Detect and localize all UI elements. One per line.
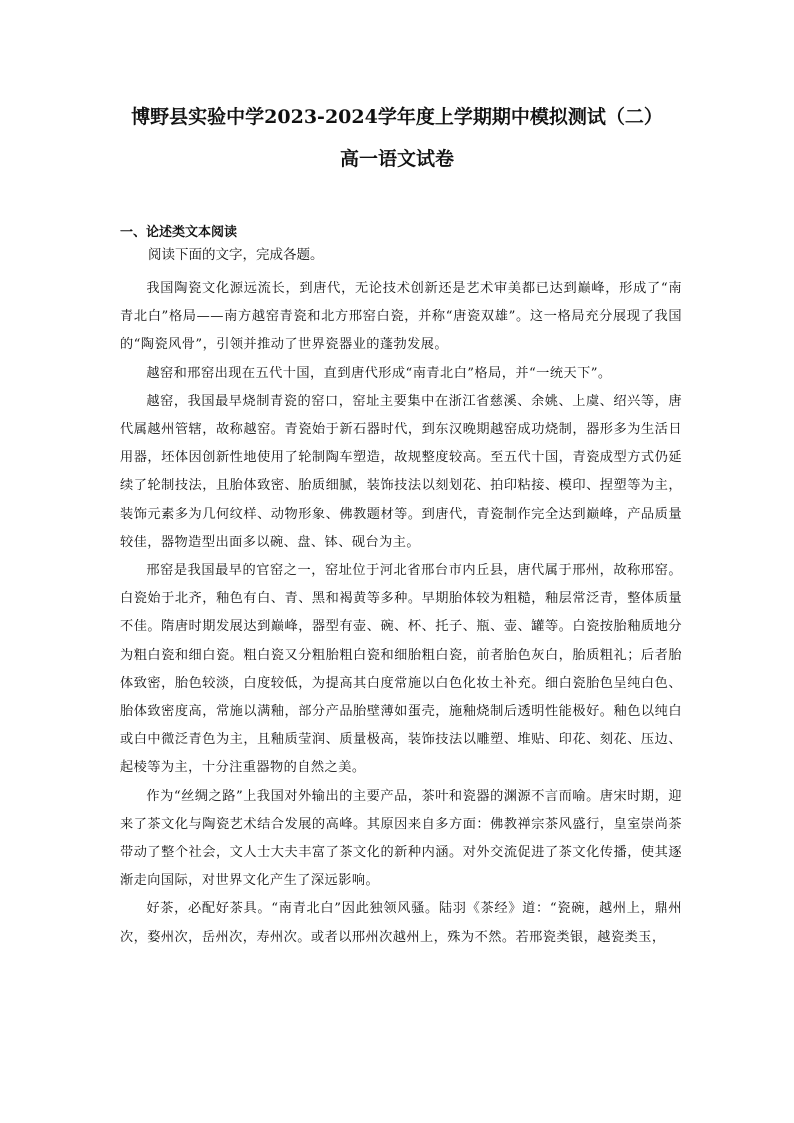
paragraph: 越窑和邢窑出现在五代十国，直到唐代形成“南青北白”格局，并“一统天下”。 xyxy=(146,365,612,381)
reading-passage xyxy=(120,275,682,952)
paragraph: 我国陶瓷文化源远流长，到唐代，无论技术创新还是艺术审美都已达到巅峰，形成了“南青北白”格局——南方越窑青瓷和北方邢窑白瓷，并称“唐瓷双雄”。这一格局充分展现了我国的“陶瓷风骨”，引领并推动了世界瓷器业的蓬勃发展。 xyxy=(120,281,682,353)
section-heading: 一、论述类文本阅读 xyxy=(120,225,238,240)
document-subtitle: 高一语文试卷 xyxy=(339,148,454,170)
reading-instruction: 阅读下面的文字，完成各题。 xyxy=(148,247,324,263)
paragraph: 作为“丝绸之路”上我国对外输出的主要产品，茶叶和瓷器的渊源不言而喻。唐宋时期，迎来了茶文化与陶瓷艺术结合发展的高峰。其原因来自多方面：佛教禅宗茶风盛行，皇室崇尚茶带动了整个社会，文人士大夫丰富了茶文化的新种内涵。对外交流促进了茶文化传播，使其逐渐走向国际，对世界文化产生了深远影响。 xyxy=(120,788,682,889)
paragraph: 越窑，我国最早烧制青瓷的窑口，窑址主要集中在浙江省慈溪、余姚、上虞、绍兴等，唐代属越州管辖，故称越窑。青瓷始于新石器时代，到东汉晚期越窑成功烧制，器形多为生活日用器，坯体因创新性地使用了轮制陶车塑造，故规整度较高。至五代十国，青瓷成型方式仍延续了轮制技法，且胎体致密、胎质细腻，装饰技法以刻划花、拍印粘接、模印、捏塑等为主，装饰元素多为几何纹样、动物形象、佛教题材等。到唐代，青瓷制作完全达到巅峰，产品质量较佳，器物造型出面多以碗、盘、钵、砚台为主。 xyxy=(120,393,682,550)
document-title: 博野县实验中学2023-2024学年度上学期期中模拟测试（二） xyxy=(131,106,663,128)
paragraph: 好茶，必配好茶具。“南青北白”因此独领风骚。陆羽《茶经》道：“瓷碗，越州上，鼎州次，婺州次，岳州次，寿州次。或者以邢州次越州上，殊为不然。若邢瓷类银，越瓷类玉， xyxy=(120,901,682,945)
paragraph: 邢窑是我国最早的官窑之一，窑址位于河北省邢台市内丘县，唐代属于邢州，故称邢窑。白瓷始于北齐，釉色有白、青、黑和褐黄等多种。早期胎体较为粗糙，釉层常泛青，整体质量不佳。隋唐时期发展达到巅峰，器型有壶、碗、杯、托子、瓶、壶、罐等。白瓷按胎釉质地分为粗白瓷和细白瓷。粗白瓷又分粗胎粗白瓷和细胎粗白瓷，前者胎色灰白，胎质粗礼；后者胎体致密，胎色较淡，白度较低，为提高其白度常施以白色化妆土补充。细白瓷胎色呈纯白色、胎体致密度高，常施以满釉，部分产品胎壁薄如蛋壳，施釉烧制后透明性能极好。釉色以纯白或白中微泛青色为主，且釉质莹润、质量极高，装饰技法以雕塑、堆贴、印花、刻花、压边、起棱等为主，十分注重器物的自然之美。 xyxy=(120,563,682,776)
